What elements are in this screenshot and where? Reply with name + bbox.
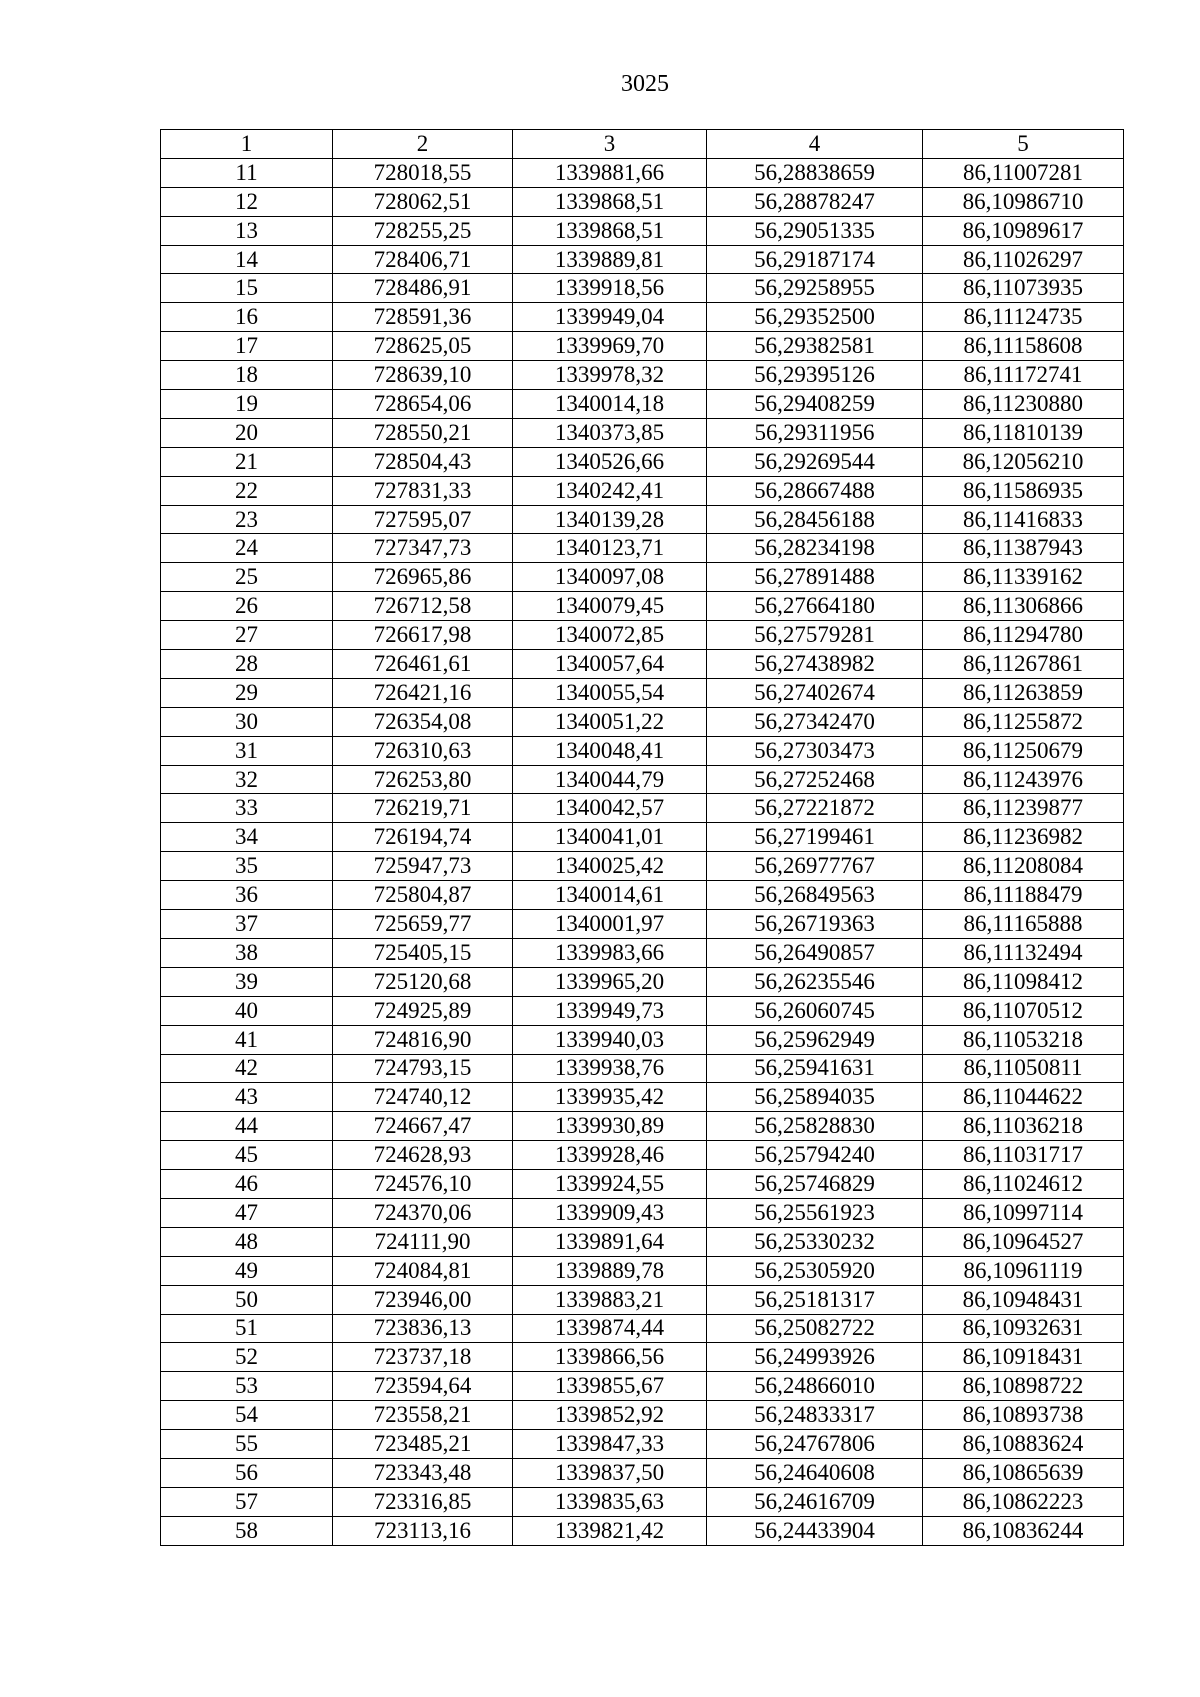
table-cell: 1339883,21: [513, 1285, 707, 1314]
table-cell: 56,25181317: [707, 1285, 923, 1314]
table-cell: 1340051,22: [513, 707, 707, 736]
table-cell: 1339847,33: [513, 1430, 707, 1459]
table-cell: 1340526,66: [513, 447, 707, 476]
table-cell: 724628,93: [333, 1141, 513, 1170]
table-row: [161, 505, 1124, 534]
table-cell: 86,11294780: [923, 621, 1124, 650]
table-cell: 41: [161, 1025, 333, 1054]
table-row: [161, 216, 1124, 245]
table-header-row: [161, 130, 1124, 159]
table-cell: 56: [161, 1458, 333, 1487]
table-cell: 56,28838659: [707, 158, 923, 187]
table-cell: 86,11024612: [923, 1170, 1124, 1199]
table-cell: 13: [161, 216, 333, 245]
table-cell: 728504,43: [333, 447, 513, 476]
table-cell: 58: [161, 1516, 333, 1545]
table-cell: 56,24833317: [707, 1401, 923, 1430]
table-cell: 1340001,97: [513, 910, 707, 939]
table-cell: 86,11124735: [923, 303, 1124, 332]
table-cell: 86,11031717: [923, 1141, 1124, 1170]
table-cell: 723343,48: [333, 1458, 513, 1487]
table-cell: 724793,15: [333, 1054, 513, 1083]
table-cell: 86,10836244: [923, 1516, 1124, 1545]
table-row: [161, 881, 1124, 910]
table-cell: 86,11050811: [923, 1054, 1124, 1083]
table-row: [161, 1025, 1124, 1054]
table-cell: 1339938,76: [513, 1054, 707, 1083]
table-cell: 56,24433904: [707, 1516, 923, 1545]
table-cell: 1340041,01: [513, 823, 707, 852]
page-number: 3025: [621, 71, 669, 97]
table-cell: 56,26849563: [707, 881, 923, 910]
table-row: [161, 621, 1124, 650]
table-cell: 726421,16: [333, 678, 513, 707]
table-cell: 726712,58: [333, 592, 513, 621]
table-cell: 724925,89: [333, 996, 513, 1025]
table-cell: 56,28878247: [707, 187, 923, 216]
table-row: [161, 765, 1124, 794]
table-cell: 56,26490857: [707, 938, 923, 967]
table-cell: 56,25305920: [707, 1256, 923, 1285]
table-cell: 724111,90: [333, 1227, 513, 1256]
table-cell: 56,29408259: [707, 390, 923, 419]
table-cell: 726965,86: [333, 563, 513, 592]
table-cell: 29: [161, 678, 333, 707]
table-cell: 725120,68: [333, 967, 513, 996]
table-cell: 1340044,79: [513, 765, 707, 794]
table-cell: 725804,87: [333, 881, 513, 910]
table-cell: 86,11007281: [923, 158, 1124, 187]
table-cell: 728018,55: [333, 158, 513, 187]
table-cell: 86,11070512: [923, 996, 1124, 1025]
table-cell: 86,10932631: [923, 1314, 1124, 1343]
table-cell: 1340055,54: [513, 678, 707, 707]
table-cell: 1340057,64: [513, 650, 707, 679]
table-cell: 86,11267861: [923, 650, 1124, 679]
table-row: [161, 736, 1124, 765]
table-cell: 728406,71: [333, 245, 513, 274]
table-cell: 55: [161, 1430, 333, 1459]
table-cell: 1339909,43: [513, 1198, 707, 1227]
table-cell: 86,11036218: [923, 1112, 1124, 1141]
table-cell: 724667,47: [333, 1112, 513, 1141]
table-cell: 1339891,64: [513, 1227, 707, 1256]
table-row: [161, 158, 1124, 187]
table-cell: 56,29352500: [707, 303, 923, 332]
table-cell: 1340048,41: [513, 736, 707, 765]
table-row: [161, 707, 1124, 736]
table-cell: 86,10961119: [923, 1256, 1124, 1285]
table-cell: 1340079,45: [513, 592, 707, 621]
table-cell: 39: [161, 967, 333, 996]
table-cell: 86,11236982: [923, 823, 1124, 852]
table-row: [161, 1372, 1124, 1401]
table-cell: 1339855,67: [513, 1372, 707, 1401]
table-cell: 86,11306866: [923, 592, 1124, 621]
table-cell: 86,10989617: [923, 216, 1124, 245]
table-row: [161, 678, 1124, 707]
table-cell: 1339935,42: [513, 1083, 707, 1112]
table-cell: 726310,63: [333, 736, 513, 765]
table-row: [161, 245, 1124, 274]
table-cell: 56,25561923: [707, 1198, 923, 1227]
table-cell: 52: [161, 1343, 333, 1372]
table-cell: 31: [161, 736, 333, 765]
table-cell: 27: [161, 621, 333, 650]
table-row: [161, 1285, 1124, 1314]
table-cell: 56,27303473: [707, 736, 923, 765]
table-cell: 56,27199461: [707, 823, 923, 852]
table-cell: 723946,00: [333, 1285, 513, 1314]
table-cell: 56,28667488: [707, 476, 923, 505]
table-cell: 86,11586935: [923, 476, 1124, 505]
table-cell: 1340097,08: [513, 563, 707, 592]
table-cell: 44: [161, 1112, 333, 1141]
table-cell: 56,25082722: [707, 1314, 923, 1343]
table-cell: 24: [161, 534, 333, 563]
table-cell: 86,10997114: [923, 1198, 1124, 1227]
table-row: [161, 534, 1124, 563]
table-cell: 56,24616709: [707, 1487, 923, 1516]
table-cell: 37: [161, 910, 333, 939]
table-cell: 1339835,63: [513, 1487, 707, 1516]
table-cell: 1339969,70: [513, 332, 707, 361]
table-cell: 56,29051335: [707, 216, 923, 245]
table-cell: 1339866,56: [513, 1343, 707, 1372]
table-row: [161, 794, 1124, 823]
table-cell: 56,27342470: [707, 707, 923, 736]
table-cell: 56,25894035: [707, 1083, 923, 1112]
table-cell: 86,10964527: [923, 1227, 1124, 1256]
table-cell: 32: [161, 765, 333, 794]
table-cell: 86,11255872: [923, 707, 1124, 736]
table-cell: 36: [161, 881, 333, 910]
table-cell: 86,10862223: [923, 1487, 1124, 1516]
table-cell: 728255,25: [333, 216, 513, 245]
table-cell: 16: [161, 303, 333, 332]
table-cell: 1339837,50: [513, 1458, 707, 1487]
table-cell: 86,12056210: [923, 447, 1124, 476]
table-cell: 723737,18: [333, 1343, 513, 1372]
table-cell: 724740,12: [333, 1083, 513, 1112]
table-cell: 56,27579281: [707, 621, 923, 650]
table-row: [161, 852, 1124, 881]
table-cell: 86,11810139: [923, 418, 1124, 447]
table-cell: 1339889,78: [513, 1256, 707, 1285]
table-cell: 56,27221872: [707, 794, 923, 823]
table-row: [161, 1198, 1124, 1227]
table-row: [161, 592, 1124, 621]
table-cell: 51: [161, 1314, 333, 1343]
table-row: [161, 1516, 1124, 1545]
table-cell: 86,10883624: [923, 1430, 1124, 1459]
table-cell: 86,10898722: [923, 1372, 1124, 1401]
table-body: [161, 158, 1124, 1545]
table-cell: 725405,15: [333, 938, 513, 967]
column-header: 2: [333, 130, 513, 159]
table-cell: 56,29311956: [707, 418, 923, 447]
table-cell: 86,11044622: [923, 1083, 1124, 1112]
table-cell: 48: [161, 1227, 333, 1256]
table-cell: 1340139,28: [513, 505, 707, 534]
table-row: [161, 1401, 1124, 1430]
table-cell: 56,29269544: [707, 447, 923, 476]
column-header: 1: [161, 130, 333, 159]
table-cell: 20: [161, 418, 333, 447]
table-cell: 40: [161, 996, 333, 1025]
table-cell: 1339821,42: [513, 1516, 707, 1545]
table-cell: 1339983,66: [513, 938, 707, 967]
table-cell: 1339949,73: [513, 996, 707, 1025]
table-row: [161, 1430, 1124, 1459]
table-cell: 56,25794240: [707, 1141, 923, 1170]
table-cell: 1340014,61: [513, 881, 707, 910]
table-cell: 1339889,81: [513, 245, 707, 274]
table-row: [161, 1112, 1124, 1141]
table-row: [161, 187, 1124, 216]
table-cell: 56,25941631: [707, 1054, 923, 1083]
table-cell: 86,11053218: [923, 1025, 1124, 1054]
table-row: [161, 823, 1124, 852]
table-cell: 1339949,04: [513, 303, 707, 332]
table-cell: 723316,85: [333, 1487, 513, 1516]
table-cell: 56,27438982: [707, 650, 923, 679]
table-cell: 56,25962949: [707, 1025, 923, 1054]
table-row: [161, 1458, 1124, 1487]
table-cell: 1340072,85: [513, 621, 707, 650]
table-cell: 86,11158608: [923, 332, 1124, 361]
table-row: [161, 1083, 1124, 1112]
table-cell: 86,11098412: [923, 967, 1124, 996]
table-cell: 86,10948431: [923, 1285, 1124, 1314]
table-row: [161, 447, 1124, 476]
table-cell: 56,29395126: [707, 361, 923, 390]
table-cell: 21: [161, 447, 333, 476]
table-row: [161, 1170, 1124, 1199]
table-cell: 56,27252468: [707, 765, 923, 794]
table-cell: 50: [161, 1285, 333, 1314]
table-cell: 1340025,42: [513, 852, 707, 881]
table-row: [161, 418, 1124, 447]
table-cell: 57: [161, 1487, 333, 1516]
table-cell: 725659,77: [333, 910, 513, 939]
table-cell: 726617,98: [333, 621, 513, 650]
table-cell: 86,11208084: [923, 852, 1124, 881]
table-row: [161, 910, 1124, 939]
table-cell: 86,10986710: [923, 187, 1124, 216]
table-row: [161, 1343, 1124, 1372]
table-cell: 19: [161, 390, 333, 419]
table-row: [161, 563, 1124, 592]
table-cell: 28: [161, 650, 333, 679]
table-cell: 1339881,66: [513, 158, 707, 187]
table-cell: 1340373,85: [513, 418, 707, 447]
table-row: [161, 1256, 1124, 1285]
table-cell: 56,24993926: [707, 1343, 923, 1372]
table-cell: 46: [161, 1170, 333, 1199]
table-cell: 15: [161, 274, 333, 303]
table-cell: 86,10918431: [923, 1343, 1124, 1372]
table-cell: 56,26060745: [707, 996, 923, 1025]
table-cell: 56,26977767: [707, 852, 923, 881]
table-row: [161, 476, 1124, 505]
table-row: [161, 274, 1124, 303]
table-cell: 1339868,51: [513, 187, 707, 216]
table-cell: 14: [161, 245, 333, 274]
table-cell: 35: [161, 852, 333, 881]
table-cell: 86,10865639: [923, 1458, 1124, 1487]
table-cell: 728591,36: [333, 303, 513, 332]
table-cell: 724370,06: [333, 1198, 513, 1227]
table-cell: 726219,71: [333, 794, 513, 823]
table-cell: 53: [161, 1372, 333, 1401]
column-header: 4: [707, 130, 923, 159]
table-cell: 18: [161, 361, 333, 390]
table-cell: 54: [161, 1401, 333, 1430]
table-cell: 86,11250679: [923, 736, 1124, 765]
table-cell: 723836,13: [333, 1314, 513, 1343]
table-cell: 728654,06: [333, 390, 513, 419]
table-cell: 1339874,44: [513, 1314, 707, 1343]
table-cell: 38: [161, 938, 333, 967]
table-cell: 725947,73: [333, 852, 513, 881]
table-cell: 1340242,41: [513, 476, 707, 505]
table-cell: 86,10893738: [923, 1401, 1124, 1430]
table-cell: 86,11165888: [923, 910, 1124, 939]
table-cell: 56,29187174: [707, 245, 923, 274]
table-cell: 724084,81: [333, 1256, 513, 1285]
table-cell: 56,29382581: [707, 332, 923, 361]
table-cell: 86,11263859: [923, 678, 1124, 707]
table-cell: 47: [161, 1198, 333, 1227]
table-cell: 728639,10: [333, 361, 513, 390]
table-cell: 22: [161, 476, 333, 505]
table-cell: 86,11387943: [923, 534, 1124, 563]
table-cell: 1339924,55: [513, 1170, 707, 1199]
table-cell: 724576,10: [333, 1170, 513, 1199]
table-cell: 728062,51: [333, 187, 513, 216]
table-cell: 1339965,20: [513, 967, 707, 996]
table-cell: 727595,07: [333, 505, 513, 534]
table-row: [161, 1487, 1124, 1516]
column-header: 5: [923, 130, 1124, 159]
table-row: [161, 332, 1124, 361]
table-row: [161, 1314, 1124, 1343]
table-cell: 726253,80: [333, 765, 513, 794]
table-row: [161, 1054, 1124, 1083]
table-cell: 43: [161, 1083, 333, 1112]
table-row: [161, 650, 1124, 679]
table-cell: 1339868,51: [513, 216, 707, 245]
table-cell: 45: [161, 1141, 333, 1170]
column-header: 3: [513, 130, 707, 159]
table-cell: 86,11339162: [923, 563, 1124, 592]
table-cell: 56,27891488: [707, 563, 923, 592]
table-row: [161, 967, 1124, 996]
table-cell: 1339928,46: [513, 1141, 707, 1170]
table-cell: 724816,90: [333, 1025, 513, 1054]
table-cell: 56,26235546: [707, 967, 923, 996]
table-cell: 1339852,92: [513, 1401, 707, 1430]
table-cell: 42: [161, 1054, 333, 1083]
table-cell: 723485,21: [333, 1430, 513, 1459]
table-cell: 86,11132494: [923, 938, 1124, 967]
table-cell: 727831,33: [333, 476, 513, 505]
table-cell: 1339978,32: [513, 361, 707, 390]
table-cell: 723594,64: [333, 1372, 513, 1401]
table-cell: 86,11172741: [923, 361, 1124, 390]
table-cell: 1339930,89: [513, 1112, 707, 1141]
table-row: [161, 1141, 1124, 1170]
table-cell: 726461,61: [333, 650, 513, 679]
table-cell: 11: [161, 158, 333, 187]
table-cell: 26: [161, 592, 333, 621]
table-cell: 86,11026297: [923, 245, 1124, 274]
table-cell: 56,24767806: [707, 1430, 923, 1459]
table-cell: 1340014,18: [513, 390, 707, 419]
table-cell: 34: [161, 823, 333, 852]
table-cell: 86,11239877: [923, 794, 1124, 823]
table-cell: 56,24640608: [707, 1458, 923, 1487]
table-cell: 56,28456188: [707, 505, 923, 534]
table-cell: 86,11230880: [923, 390, 1124, 419]
table-cell: 56,26719363: [707, 910, 923, 939]
table-cell: 723113,16: [333, 1516, 513, 1545]
table-row: [161, 938, 1124, 967]
table-cell: 33: [161, 794, 333, 823]
table-row: [161, 996, 1124, 1025]
table-cell: 727347,73: [333, 534, 513, 563]
table-cell: 1340123,71: [513, 534, 707, 563]
table-cell: 56,25330232: [707, 1227, 923, 1256]
table-cell: 728550,21: [333, 418, 513, 447]
table-cell: 56,29258955: [707, 274, 923, 303]
table-cell: 56,27402674: [707, 678, 923, 707]
table-cell: 1339940,03: [513, 1025, 707, 1054]
table-cell: 25: [161, 563, 333, 592]
table-row: [161, 390, 1124, 419]
table-cell: 12: [161, 187, 333, 216]
table-cell: 86,11416833: [923, 505, 1124, 534]
table-row: [161, 1227, 1124, 1256]
table-cell: 56,28234198: [707, 534, 923, 563]
table-cell: 86,11188479: [923, 881, 1124, 910]
table-cell: 56,27664180: [707, 592, 923, 621]
table-cell: 723558,21: [333, 1401, 513, 1430]
table-cell: 1340042,57: [513, 794, 707, 823]
table-cell: 86,11073935: [923, 274, 1124, 303]
table-cell: 726194,74: [333, 823, 513, 852]
coordinates-table: [160, 129, 1124, 1546]
table-cell: 49: [161, 1256, 333, 1285]
table-cell: 728486,91: [333, 274, 513, 303]
table-cell: 1339918,56: [513, 274, 707, 303]
table-cell: 30: [161, 707, 333, 736]
table-cell: 17: [161, 332, 333, 361]
table-cell: 86,11243976: [923, 765, 1124, 794]
table-row: [161, 303, 1124, 332]
table-cell: 728625,05: [333, 332, 513, 361]
table-cell: 726354,08: [333, 707, 513, 736]
table-row: [161, 361, 1124, 390]
table-cell: 56,24866010: [707, 1372, 923, 1401]
table-cell: 56,25828830: [707, 1112, 923, 1141]
table-cell: 56,25746829: [707, 1170, 923, 1199]
table-cell: 23: [161, 505, 333, 534]
